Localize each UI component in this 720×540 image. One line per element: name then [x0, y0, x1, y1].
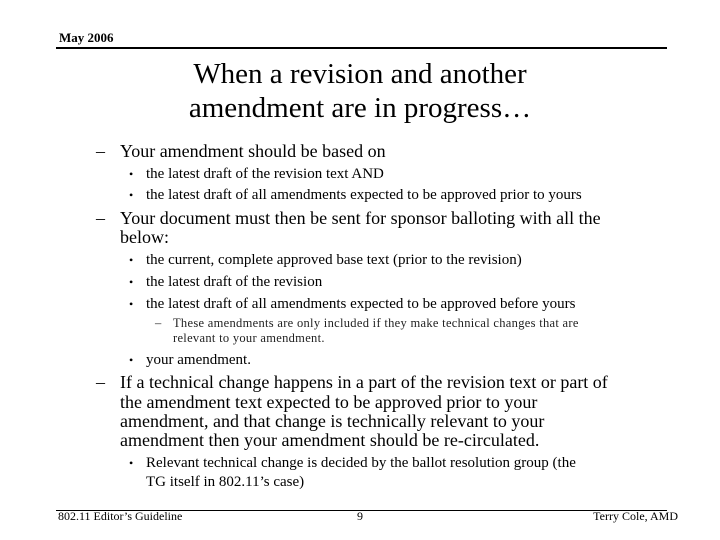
footer-author: Terry Cole, AMD: [593, 509, 678, 523]
bullet-dot: •: [129, 188, 134, 202]
dash-marker: –: [155, 316, 162, 330]
dash-marker: –: [96, 208, 105, 228]
bullet-3-line-2: the amendment text expected to be approved prior to your: [120, 392, 538, 412]
title-line-1: When a revision and another: [193, 58, 527, 90]
bullet-3-line-4: amendment then your amendment should be re-circulated.: [120, 430, 540, 450]
subsub-line-2: relevant to your amendment.: [173, 331, 325, 345]
bullet-2-line-1: Your document must then be sent for sponsor balloting with all the: [120, 208, 601, 228]
bullet-dot: •: [129, 353, 134, 367]
header-date: May 2006: [59, 30, 114, 45]
page-number: 9: [357, 509, 363, 523]
footer-left: 802.11 Editor’s Guideline: [58, 509, 183, 523]
bullet-3-line-1: If a technical change happens in a part of the revision text or part of: [120, 372, 608, 392]
bullet-dot: •: [129, 253, 134, 267]
bullet-dot: •: [129, 456, 134, 470]
slide-title: [140, 57, 580, 125]
bullet-dot: •: [129, 167, 134, 181]
bullet-dot: •: [129, 275, 134, 289]
dash-marker: –: [96, 372, 105, 392]
bullet-2-line-2: below:: [120, 227, 169, 247]
header-rule: [56, 47, 667, 49]
bullet-3-line-3: amendment, and that change is technically relevant to your: [120, 411, 545, 431]
dash-marker: –: [96, 141, 105, 161]
title-line-2: amendment are in progress…: [188, 92, 532, 124]
subsub-line-1: These amendments are only included if they make technical changes that are: [173, 316, 579, 330]
bullet-dot: •: [129, 297, 134, 311]
bullet-1-text: Your amendment should be based on: [120, 141, 386, 161]
